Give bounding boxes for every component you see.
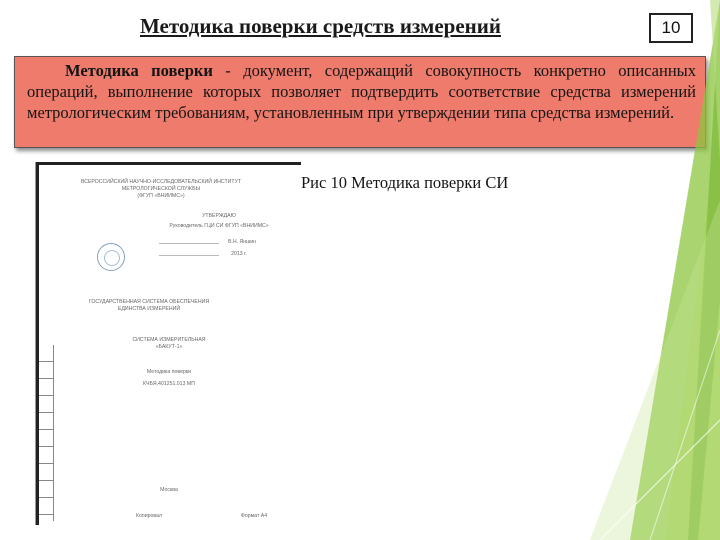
doc-method-label: Методика поверки [146, 369, 192, 375]
date-line [159, 255, 219, 256]
definition-text: - документ, содержащий совокупность конкретно описанных операций, выполнение которых позволяет подтвердить соответствие средства измерений метрологическим требованиям, установленным при утверждении типа средства измерений. [27, 61, 696, 122]
definition-term: Методика поверки [65, 61, 213, 80]
doc-system-name-1: СИСТЕМА ИЗМЕРИТЕЛЬНАЯ [132, 337, 206, 343]
doc-approve-sig: В.Н. Яншин [227, 239, 257, 245]
doc-header-2: МЕТРОЛОГИЧЕСКОЙ СЛУЖБЫ [121, 186, 201, 192]
strip-cell [39, 345, 53, 362]
strip-cell [39, 362, 53, 379]
doc-system-2: ЕДИНСТВА ИЗМЕРЕНИЙ [117, 306, 181, 312]
doc-footer-left: Копировал [136, 513, 162, 519]
signature-line [159, 243, 219, 244]
slide-title: Методика поверки средств измерений [140, 14, 501, 38]
doc-method-code: КЧБЯ.401251.013 МП [143, 381, 195, 387]
strip-cell [39, 379, 53, 396]
doc-system-name-2: «БАКУТ-1» [155, 344, 183, 350]
doc-header-3: (ФГУП «ВНИИМС») [137, 193, 185, 199]
doc-approve-role: Руководитель ГЦИ СИ ФГУП «ВНИИМС» [169, 223, 269, 229]
doc-footer-right: Формат А4 [240, 513, 268, 519]
strip-cell [39, 413, 53, 430]
doc-approve-date: 2013 г. [231, 251, 247, 257]
strip-cell [39, 481, 53, 498]
doc-approve: УТВЕРЖДАЮ [202, 213, 236, 219]
green-decoration [570, 0, 720, 540]
document-image [36, 162, 301, 525]
strip-cell [39, 447, 53, 464]
figure-caption: Рис 10 Методика поверки СИ [301, 173, 509, 192]
slide-number: 10 [649, 13, 693, 43]
strip-cell [39, 396, 53, 413]
seal-icon [97, 243, 125, 271]
doc-system-1: ГОСУДАРСТВЕННАЯ СИСТЕМА ОБЕСПЕЧЕНИЯ [88, 299, 210, 305]
doc-city: Москва [160, 487, 178, 493]
strip-cell [39, 464, 53, 481]
doc-side-strip [39, 345, 54, 521]
doc-header-1: ВСЕРОССИЙСКИЙ НАУЧНО-ИССЛЕДОВАТЕЛЬСКИЙ ИНСТИТУТ [80, 179, 242, 185]
strip-cell [39, 430, 53, 447]
strip-cell [39, 498, 53, 515]
